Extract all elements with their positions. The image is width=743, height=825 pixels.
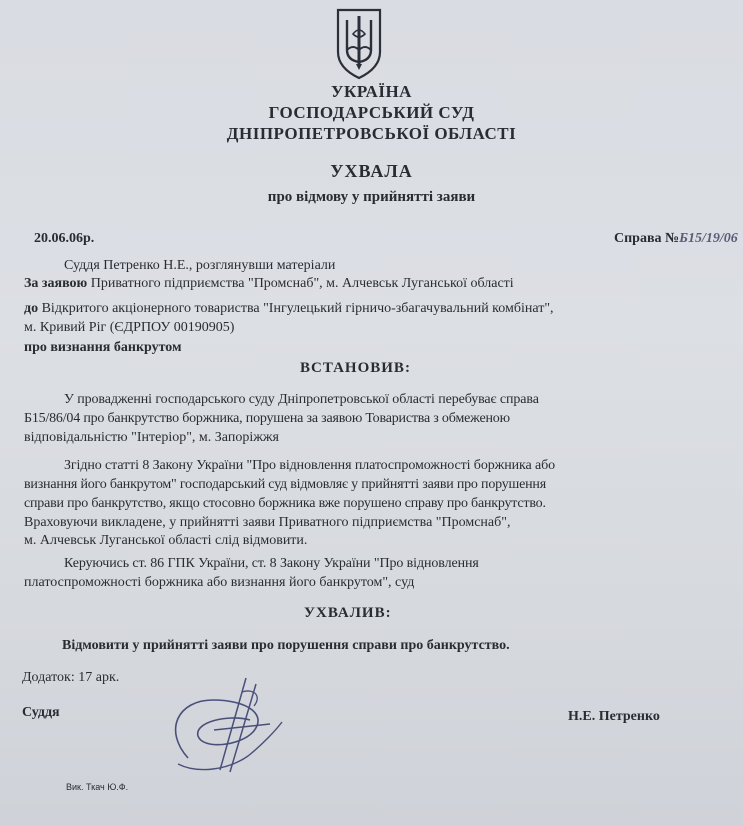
ruled-heading: УХВАЛИВ: [304,605,392,621]
established-line: Згідно статті 8 Закону України "Про відновлення платоспроможності боржника або [64,458,556,473]
applicant-label: За заявою [24,276,88,291]
executor-note: Вик. Ткач Ю.Ф. [66,782,129,792]
court-region: ДНІПРОПЕТРОВСЬКОЇ ОБЛАСТІ [226,124,517,143]
document-subtitle: про відмову у прийнятті заяви [267,189,476,205]
appendix-line: Додаток: 17 арк. [22,670,120,685]
established-line: м. Алчевськ Луганської області слід відмовити. [24,533,308,548]
established-line: справи про банкрутство, якщо стосовно боржника вже порушено справу про банкрутство. [24,496,546,511]
respondent-line [24,301,554,317]
signature-role: Суддя [22,705,60,720]
court-name: ГОСПОДАРСЬКИЙ СУД [268,103,475,122]
subject-line: про визнання банкрутом [24,340,182,355]
case-number-handwritten: Б15/19/06 [679,231,738,246]
state-name: УКРАЇНА [331,82,412,101]
intro-line: Суддя Петренко Н.Е., розглянувши матеріали [64,258,336,273]
established-line: Керуючись ст. 86 ГПК України, ст. 8 Закону України "Про відновлення [64,556,479,571]
trident-emblem-icon [334,6,384,82]
respondent-text: Відкритого акціонерного товариства "Інгулецький гірничо-збагачувальний комбінат", [38,301,554,316]
judge-name: Н.Е. Петренко [568,709,660,724]
established-line: Б15/86/04 про банкрутство боржника, порушена за заявою Товариства з обмеженою [24,411,510,426]
case-label: Справа № [614,231,680,246]
applicant-line [24,276,514,292]
established-line: Враховуючи викладене, у прийнятті заяви Приватного підприємства "Промснаб", [24,515,511,530]
established-line: У провадженні господарського суду Дніпропетровської області перебуває справа [64,392,539,407]
document-title: УХВАЛА [330,161,413,181]
respondent-city: м. Кривий Ріг (ЄДРПОУ 00190905) [24,320,235,335]
decision-text: Відмовити у прийнятті заяви про порушення справи про банкрутство. [62,638,510,653]
case-number [614,231,738,247]
respondent-label: до [24,301,39,316]
established-line: платоспроможності боржника або визнання його банкрутом", суд [24,575,415,590]
document-date: 20.06.06р. [34,231,95,246]
established-line: відповідальністю "Інтеріор", м. Запоріжжя [24,430,279,445]
established-line: визнання його банкрутом" господарський суд відмовляє у прийнятті заяви про порушення [24,477,546,492]
handwritten-signature-icon [158,670,293,782]
applicant-text: Приватного підприємства "Промснаб", м. Алчевськ Луганської області [87,276,514,291]
established-heading: ВСТАНОВИВ: [300,360,411,376]
